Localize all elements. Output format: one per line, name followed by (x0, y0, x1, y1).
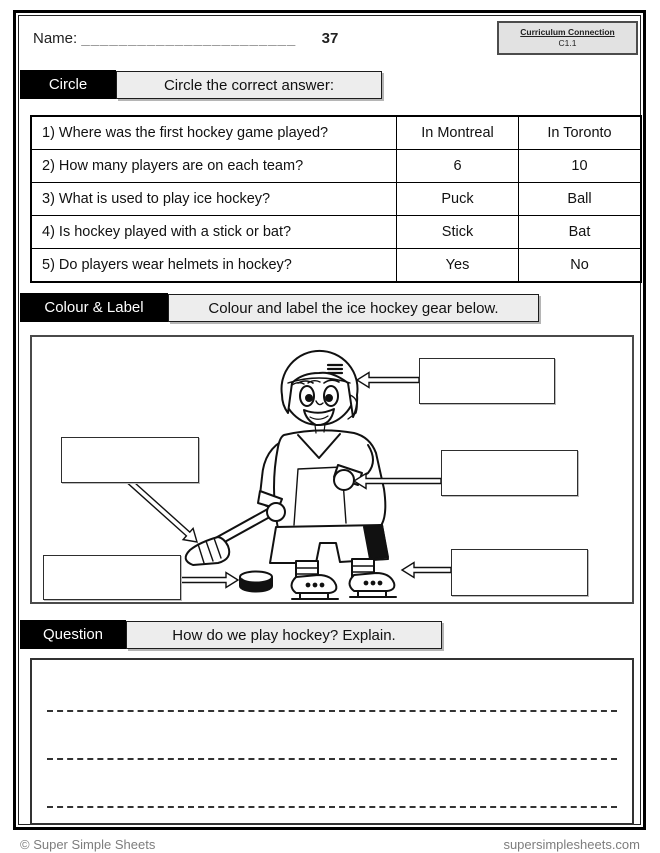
quiz-option-a-cell[interactable]: Puck (397, 183, 519, 216)
quiz-question-cell: 2) How many players are on each team? (31, 150, 397, 183)
writing-line[interactable] (47, 806, 617, 808)
curriculum-code: C1.1 (558, 38, 577, 48)
section-instruction-question: How do we play hockey? Explain. (126, 621, 442, 649)
section-badge-question: Question (20, 620, 126, 649)
quiz-option-a-cell[interactable]: In Montreal (397, 116, 519, 150)
table-row (31, 183, 641, 216)
labeling-illustration-frame (30, 335, 634, 604)
label-box-glove[interactable] (441, 450, 578, 496)
section-instruction-colour-label: Colour and label the ice hockey gear below. (168, 294, 539, 322)
section-badge-circle: Circle (20, 70, 116, 99)
arrow-to-skates (402, 563, 451, 578)
name-label: Name: (33, 30, 78, 47)
quiz-option-a-cell[interactable]: Stick (397, 216, 519, 249)
quiz-question-cell: 4) Is hockey played with a stick or bat? (31, 216, 397, 249)
page-number: 37 (321, 30, 339, 47)
arrow-to-stick-blade (127, 479, 197, 542)
table-row (31, 249, 641, 283)
section-instruction-circle: Circle the correct answer: (116, 71, 382, 99)
quiz-option-b-cell[interactable]: Ball (519, 183, 642, 216)
table-row (31, 150, 641, 183)
writing-line[interactable] (47, 710, 617, 712)
table-row (31, 216, 641, 249)
name-blank-line[interactable]: _______________________ (81, 30, 297, 47)
quiz-question-cell: 1) Where was the first hockey game played? (31, 116, 397, 150)
skates (292, 573, 397, 599)
label-box-puck[interactable] (43, 555, 181, 600)
label-box-helmet[interactable] (419, 358, 555, 404)
curriculum-connection-box (497, 21, 638, 55)
quiz-question-cell: 3) What is used to play ice hockey? (31, 183, 397, 216)
quiz-option-a-cell[interactable]: Yes (397, 249, 519, 283)
quiz-option-b-cell[interactable]: No (519, 249, 642, 283)
quiz-question-cell: 5) Do players wear helmets in hockey? (31, 249, 397, 283)
arrow-to-puck (179, 573, 238, 588)
quiz-option-b-cell[interactable]: In Toronto (519, 116, 642, 150)
curriculum-title: Curriculum Connection (520, 27, 615, 38)
section-badge-colour-label: Colour & Label (20, 293, 168, 322)
footer-website[interactable]: supersimplesheets.com (503, 837, 640, 852)
arrow-to-helmet (357, 373, 419, 388)
quiz-option-a-cell[interactable]: 6 (397, 150, 519, 183)
quiz-table (30, 115, 642, 283)
name-row (33, 30, 296, 47)
label-box-skates[interactable] (451, 549, 588, 596)
shorts (270, 525, 388, 563)
writing-line[interactable] (47, 758, 617, 760)
quiz-option-b-cell[interactable]: Bat (519, 216, 642, 249)
quiz-option-b-cell[interactable]: 10 (519, 150, 642, 183)
helmet-and-face (282, 351, 358, 433)
puck (240, 572, 272, 592)
footer-copyright: © Super Simple Sheets (20, 837, 156, 852)
label-box-stick-blade[interactable] (61, 437, 199, 483)
answer-writing-box[interactable] (30, 658, 634, 825)
table-row (31, 116, 641, 150)
